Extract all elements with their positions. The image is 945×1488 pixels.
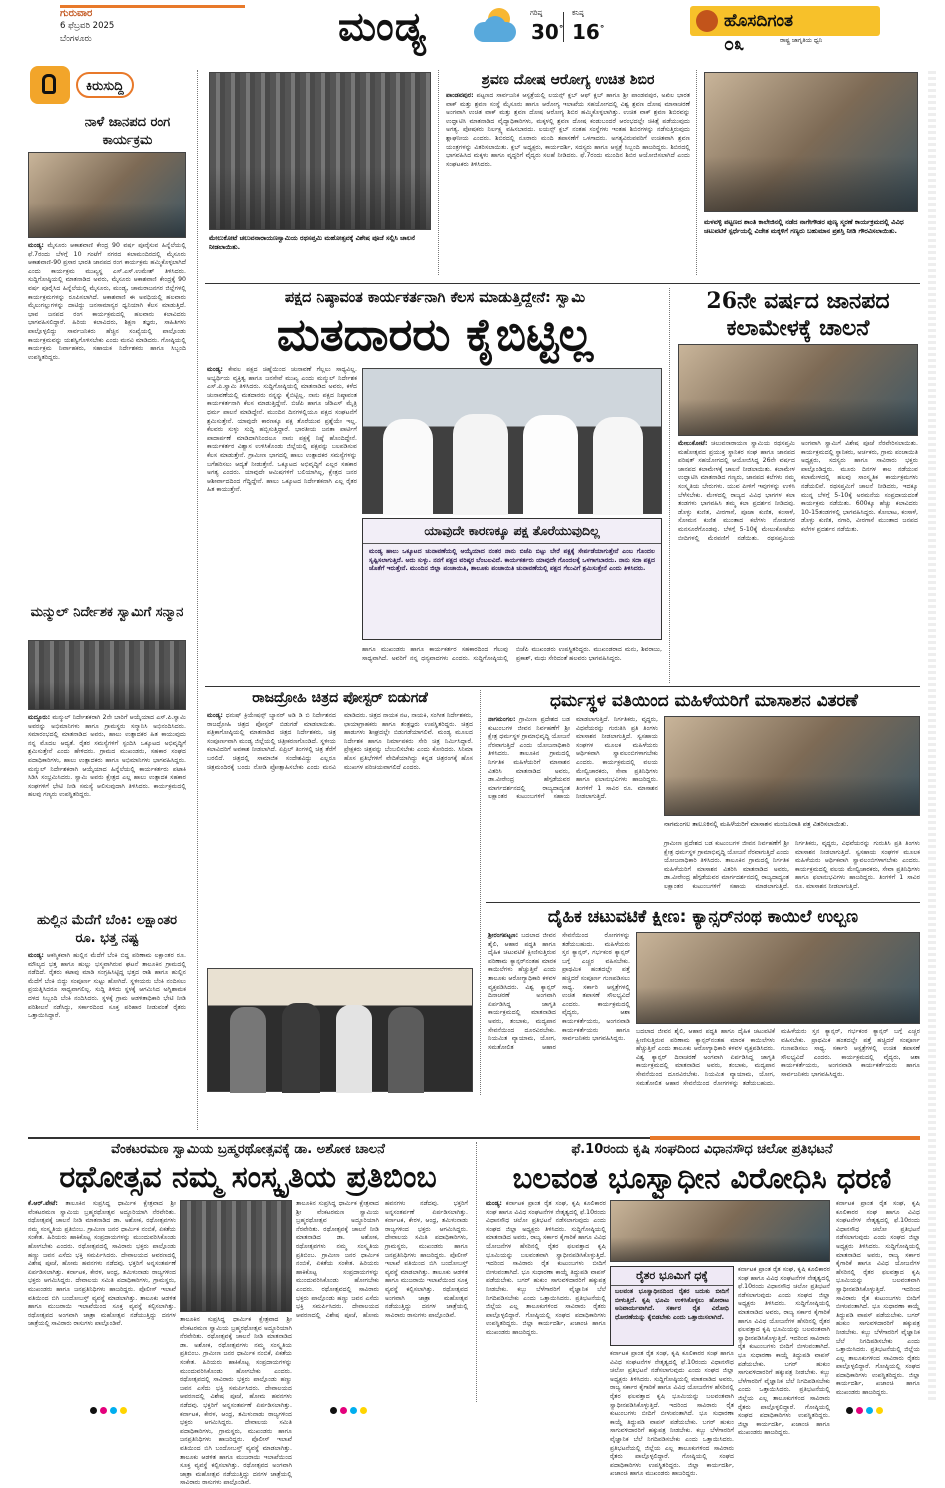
dharmasthala-headline: ಧರ್ಮಸ್ಥಳ ವತಿಯಿಂದ ಮಹಿಳೆಯರಿಗೆ ಮಾಸಾಶನ ವಿತರಣೆ: [550, 691, 858, 711]
cancer-photo: [636, 932, 920, 1024]
rathotsava-headline: ರಥೋತ್ಸವ ನಮ್ಮ ಸಂಸ್ಕೃತಿಯ ಪ್ರತಿಬಿಂಬ: [59, 1160, 437, 1195]
lead-kicker: ಪಕ್ಷದ ನಿಷ್ಠಾವಂತ ಕಾರ್ಯಕರ್ತನಾಗಿ ಕೆಲಸ ಮಾಡುತ್ತಿದ್ದೇನೆ: ಸ್ವಾಮಿ: [284, 290, 586, 306]
temp-max-label: ಗರಿಷ್ಠ: [530, 9, 543, 17]
dharani-headline: ಬಲವಂತ ಭೂಸ್ವಾಧೀನ ವಿರೋಧಿಸಿ ಧರಣಿ: [512, 1161, 892, 1195]
dharmasthala-body: ನಾಗಮಂಗಲ: ಗ್ರಾಮೀಣ ಪ್ರದೇಶದ ಬಡ ಕುಟುಂಬಗಳ ಜೀವನ ನಿರ್ವಹಣೆಗೆ ಶ್ರೀ ಕ್ಷೇತ್ರ ಧರ್ಮಸ್ಥಳ ಗ್ರಾಮಾಭಿವೃದ್ಧಿ ಯೋಜನೆ ನೆರವಾಗುತ್ತಿದೆ ಎಂದು ಯೋಜನಾಧಿಕಾರಿ ತಿಳಿಸಿದರು. ತಾಲೂಕಿನ ಗ್ರಾಮದಲ್ಲಿ ನಿರ್ಗತಿಕ ಮಹಿಳೆಯರಿಗೆ ಮಾಸಾಶನ ವಿತರಿಸಿ ಮಾತನಾಡಿದ ಅವರು, ಡಾ.ವೀರೇಂದ್ರ ಹೆಗ್ಗಡೆಯವರ ಮಾರ್ಗದರ್ಶನದಲ್ಲಿ ರಾಜ್ಯದಾದ್ಯಂತ ಲಕ್ಷಾಂತರ ಕುಟುಂಬಗಳಿಗೆ ಸಹಾಯ ಮಾಡಲಾಗುತ್ತಿದೆ. ನಿರ್ಗತಿಕರು, ವೃದ್ಧರು, ವಿಧವೆಯರನ್ನು ಗುರುತಿಸಿ ಪ್ರತಿ ತಿಂಗಳು ಮಾಸಾಶನ ನೀಡಲಾಗುತ್ತಿದೆ. ಸ್ವಸಹಾಯ ಸಂಘಗಳ ಮೂಲಕ ಮಹಿಳೆಯರು ಆರ್ಥಿಕವಾಗಿ ಸ್ವಾವಲಂಬಿಗಳಾಗಬೇಕು ಎಂದರು. ಕಾರ್ಯಕ್ರಮದಲ್ಲಿ ವಲಯ ಮೇಲ್ವಿಚಾರಕರು, ಸೇವಾ ಪ್ರತಿನಿಧಿಗಳು ಹಾಗೂ ಫಲಾನುಭವಿಗಳು ಹಾಜರಿದ್ದರು. ತಿಂಗಳಿಗೆ 1 ಸಾವಿರ ರೂ. ಮಾಸಾಶನ ನೀಡಲಾಗುತ್ತಿದೆ.: [488, 716, 658, 801]
kirusuddi-headline-1: ನಾಳೆ ಜಾನಪದ ರಂಗ ಕಾರ್ಯಕ್ರಮ: [84, 115, 171, 148]
rule-cancer: [486, 902, 920, 903]
registration-marks-center: [330, 1407, 367, 1414]
dharmasthala-body-cont: ಗ್ರಾಮೀಣ ಪ್ರದೇಶದ ಬಡ ಕುಟುಂಬಗಳ ಜೀವನ ನಿರ್ವಹಣೆಗೆ ಶ್ರೀ ಕ್ಷೇತ್ರ ಧರ್ಮಸ್ಥಳ ಗ್ರಾಮಾಭಿವೃದ್ಧಿ ಯೋಜನೆ ನೆರವಾಗುತ್ತಿದೆ ಎಂದು ಯೋಜನಾಧಿಕಾರಿ ತಿಳಿಸಿದರು. ತಾಲೂಕಿನ ಗ್ರಾಮದಲ್ಲಿ ನಿರ್ಗತಿಕ ಮಹಿಳೆಯರಿಗೆ ಮಾಸಾಶನ ವಿತರಿಸಿ ಮಾತನಾಡಿದ ಅವರು, ಡಾ.ವೀರೇಂದ್ರ ಹೆಗ್ಗಡೆಯವರ ಮಾರ್ಗದರ್ಶನದಲ್ಲಿ ರಾಜ್ಯದಾದ್ಯಂತ ಲಕ್ಷಾಂತರ ಕುಟುಂಬಗಳಿಗೆ ಸಹಾಯ ಮಾಡಲಾಗುತ್ತಿದೆ. ನಿರ್ಗತಿಕರು, ವೃದ್ಧರು, ವಿಧವೆಯರನ್ನು ಗುರುತಿಸಿ ಪ್ರತಿ ತಿಂಗಳು ಮಾಸಾಶನ ನೀಡಲಾಗುತ್ತಿದೆ. ಸ್ವಸಹಾಯ ಸಂಘಗಳ ಮೂಲಕ ಮಹಿಳೆಯರು ಆರ್ಥಿಕವಾಗಿ ಸ್ವಾವಲಂಬಿಗಳಾಗಬೇಕು ಎಂದರು. ಕಾರ್ಯಕ್ರಮದಲ್ಲಿ ವಲಯ ಮೇಲ್ವಿಚಾರಕರು, ಸೇವಾ ಪ್ರತಿನಿಧಿಗಳು ಹಾಗೂ ಫಲಾನುಭವಿಗಳು ಹಾಜರಿದ್ದರು. ತಿಂಗಳಿಗೆ 1 ಸಾವಿರ ರೂ. ಮಾಸಾಶನ ನೀಡಲಾಗುತ್ತಿದೆ.: [664, 840, 920, 890]
kirusuddi-badge: [30, 66, 185, 104]
cancer-body: ಶ್ರೀರಂಗಪಟ್ಟಣ: ಬದಲಾದ ಜೀವನ ಶೈಲಿ, ಆಹಾರ ಪದ್ಧತಿ ಹಾಗೂ ದೈಹಿಕ ಚಟುವಟಿಕೆ ಕ್ಷೀಣಿಸುತ್ತಿರುವ ಪರಿಣಾಮ ಕ್ಯಾನ್ಸರ್‌ನಂತಹ ಮಾರಕ ಕಾಯಿಲೆಗಳು ಹೆಚ್ಚುತ್ತಿವೆ ಎಂದು ತಾಲೂಕು ಆರೋಗ್ಯಾಧಿಕಾರಿ ಕಳವಳ ವ್ಯಕ್ತಪಡಿಸಿದರು. ವಿಶ್ವ ಕ್ಯಾನ್ಸರ್ ದಿನಾಚರಣೆ ಅಂಗವಾಗಿ ಏರ್ಪಡಿಸಿದ್ದ ಜಾಗೃತಿ ಕಾರ್ಯಕ್ರಮದಲ್ಲಿ ಮಾತನಾಡಿದ ಅವರು, ತಂಬಾಕು, ಮದ್ಯಪಾನ ಸೇವನೆಯಿಂದ ದೂರವಿರಬೇಕು. ನಿಯಮಿತ ವ್ಯಾಯಾಮ, ಯೋಗ, ಸಮತೋಲಿತ ಆಹಾರ ಸೇವನೆಯಿಂದ ರೋಗಗಳನ್ನು ತಡೆಯಬಹುದು. ಮಹಿಳೆಯರು ಸ್ತನ ಕ್ಯಾನ್ಸರ್, ಗರ್ಭಕಂಠ ಕ್ಯಾನ್ಸರ್ ಬಗ್ಗೆ ಎಚ್ಚರ ವಹಿಸಬೇಕು. ಪ್ರಾಥಮಿಕ ಹಂತದಲ್ಲೇ ಪತ್ತೆ ಹಚ್ಚಿದರೆ ಸಂಪೂರ್ಣ ಗುಣಪಡಿಸಲು ಸಾಧ್ಯ. ಸರ್ಕಾರಿ ಆಸ್ಪತ್ರೆಗಳಲ್ಲಿ ಉಚಿತ ತಪಾಸಣೆ ಸೌಲಭ್ಯವಿದೆ ಎಂದರು. ಕಾರ್ಯಕ್ರಮದಲ್ಲಿ ವೈದ್ಯರು, ಆಶಾ ಕಾರ್ಯಕರ್ತೆಯರು, ಅಂಗನವಾಡಿ ಕಾರ್ಯಕರ್ತೆಯರು ಹಾಗೂ ಸಾರ್ವಜನಿಕರು ಭಾಗವಹಿಸಿದ್ದರು.: [488, 932, 630, 1051]
kirusuddi-body-1: ಮಂಡ್ಯ: ಮೈಸೂರು ಆಕಾಶವಾಣಿ ಕೇಂದ್ರ 90 ವರ್ಷ ಪೂರೈಸುವ ಹಿನ್ನೆಲೆಯಲ್ಲಿ ಫೆ.7ರಂದು ಬೆಳಗ್ಗೆ 10 ಗಂಟೆಗೆ ನಗರದ ಕಲಾಮಂದಿರದಲ್ಲಿ ಮೈಸೂರು ಆಕಾಶವಾಣಿ-90 ಪ್ರಸಾರ ಭಾರತಿ ಜಾನಪದ ರಂಗ ಕಾರ್ಯಕ್ರಮ ಹಮ್ಮಿಕೊಳ್ಳಲಾಗಿದೆ ಎಂದು ಕಾರ್ಯಕ್ರಮ ಮುಖ್ಯಸ್ಥ ಎಸ್.ಎಸ್.ಉಮೇಶ್ ತಿಳಿಸಿದರು. ಸುದ್ದಿಗೋಷ್ಠಿಯಲ್ಲಿ ಮಾತನಾಡಿದ ಅವರು, ಮೈಸೂರು ಆಕಾಶವಾಣಿ ಕೇಂದ್ರಕ್ಕೆ 90 ವರ್ಷ ಪೂರೈಸಿದ ಹಿನ್ನೆಲೆಯಲ್ಲಿ ಮೈಸೂರು, ಮಂಡ್ಯ, ಚಾಮರಾಜನಗರ ಜಿಲ್ಲೆಗಳಲ್ಲಿ ಕಾರ್ಯಕ್ರಮಗಳನ್ನು ರೂಪಿಸಲಾಗಿದೆ. ಆಕಾಶವಾಣಿ ಈ ಅವಧಿಯಲ್ಲಿ ಹಲವಾರು ಮೈಲುಗಲ್ಲುಗಳನ್ನು ದಾಟಿದ್ದು ಜನಸಾಮಾನ್ಯರ ಧ್ವನಿಯಾಗಿ ಕೆಲಸ ಮಾಡುತ್ತಿದೆ. ಭಾವ ಜನಪದ ರಂಗ ಕಾರ್ಯಕ್ರಮದಲ್ಲಿ ಹಲವಾರು ಕಲಾವಿದರು ಭಾಗವಹಿಸಲಿದ್ದಾರೆ. ಹಿರಿಯ ಕಲಾವಿದರು, ಶಿಕ್ಷಣ ತಜ್ಞರು, ಸಾಹಿತಿಗಳು ಪಾಲ್ಗೊಳ್ಳಲಿದ್ದು ಸಾರ್ವಜನಿಕರು ಹೆಚ್ಚಿನ ಸಂಖ್ಯೆಯಲ್ಲಿ ಪಾಲ್ಗೊಂಡು ಕಾರ್ಯಕ್ರಮವನ್ನು ಯಶಸ್ವಿಗೊಳಿಸಬೇಕು ಎಂದು ಮನವಿ ಮಾಡಿದರು. ಗೋಷ್ಠಿಯಲ್ಲಿ ಕಾರ್ಯಕ್ರಮ ನಿರ್ವಾಹಕರು, ಸಹಾಯಕ ನಿರ್ದೇಶಕರು ಹಾಗೂ ಸಿಬ್ಬಂದಿ ಉಪಸ್ಥಿತರಿದ್ದರು.: [28, 242, 186, 361]
lead-headline: ಮತದಾರರು ಕೈಬಿಟ್ಟಿಲ್ಲ: [276, 308, 594, 361]
edition-title: ಮಂಡ್ಯ: [338, 3, 427, 50]
masthead: [0, 0, 945, 62]
lead-body-right: ಹಾಗೂ ಮುಖಂಡರು ಹಾಗೂ ಕಾರ್ಯಕರ್ತರ ಸಹಕಾರದಿಂದ ಗೆಲುವು ಸಾಧ್ಯವಾಗಿದೆ. ಅವರಿಗೆ ನನ್ನ ಧನ್ಯವಾದಗಳು ಎಂದರು. ಸುದ್ದಿಗೋಷ್ಠಿಯಲ್ಲಿ ಬಿಜೆಪಿ ಮುಖಂಡರು ಉಪಸ್ಥಿತರಿದ್ದರು. ಮುಖಂಡರಾದ ಮನು, ಶಿವರಾಜು, ಪ್ರಕಾಶ್, ಮಧು ಸೇರಿದಂತೆ ಹಲವರು ಭಾಗವಹಿಸಿದ್ದರು.: [362, 646, 662, 662]
page-number: ೦೩: [724, 34, 745, 55]
janapada-photo: [678, 344, 918, 436]
dharani-body-under: ಕರ್ನಾಟಕ ಪ್ರಾಂತ ರೈತ ಸಂಘ, ಕೃಷಿ ಕೂಲಿಕಾರರ ಸಂಘ ಹಾಗೂ ವಿವಿಧ ಸಂಘಟನೆಗಳ ನೇತೃತ್ವದಲ್ಲಿ ಫೆ.10ರಂದು ವಿಧಾನಸೌಧ ಚಲೋ ಪ್ರತಿಭಟನೆ ನಡೆಸಲಾಗುವುದು ಎಂದು ಸಂಘದ ಜಿಲ್ಲಾ ಅಧ್ಯಕ್ಷರು ತಿಳಿಸಿದರು. ಸುದ್ದಿಗೋಷ್ಠಿಯಲ್ಲಿ ಮಾತನಾಡಿದ ಅವರು, ರಾಜ್ಯ ಸರ್ಕಾರ ಕೈಗಾರಿಕೆ ಹಾಗೂ ವಿವಿಧ ಯೋಜನೆಗಳ ಹೆಸರಿನಲ್ಲಿ ರೈತರ ಫಲವತ್ತಾದ ಕೃಷಿ ಭೂಮಿಯನ್ನು ಬಲವಂತವಾಗಿ ಸ್ವಾಧೀನಪಡಿಸಿಕೊಳ್ಳುತ್ತಿದೆ. ಇದರಿಂದ ಸಾವಿರಾರು ರೈತ ಕುಟುಂಬಗಳು ಬೀದಿಗೆ ಬೀಳುವಂತಾಗಿದೆ. ಭೂ ಸುಧಾರಣಾ ಕಾಯ್ದೆ ತಿದ್ದುಪಡಿ ವಾಪಸ್ ಪಡೆಯಬೇಕು. ಬಗರ್ ಹುಕುಂ ಸಾಗುವಳಿದಾರರಿಗೆ ಹಕ್ಕುಪತ್ರ ನೀಡಬೇಕು. ಕಬ್ಬು ಬೆಳೆಗಾರರಿಗೆ ವೈಜ್ಞಾನಿಕ ಬೆಲೆ ನಿಗದಿಪಡಿಸಬೇಕು ಎಂದು ಒತ್ತಾಯಿಸಿದರು. ಪ್ರತಿಭಟನೆಯಲ್ಲಿ ಜಿಲ್ಲೆಯ ಎಲ್ಲ ತಾಲೂಕುಗಳಿಂದ ಸಾವಿರಾರು ರೈತರು ಪಾಲ್ಗೊಳ್ಳಲಿದ್ದಾರೆ. ಗೋಷ್ಠಿಯಲ್ಲಿ ಸಂಘದ ಪದಾಧಿಕಾರಿಗಳು ಉಪಸ್ಥಿತರಿದ್ದರು. ಜಿಲ್ಲಾ ಕಾರ್ಯದರ್ಶಿ, ಖಜಾಂಚಿ ಹಾಗೂ ಮುಖಂಡರು ಹಾಜರಿದ್ದರು.: [610, 1350, 734, 1478]
shravana-body: ಪಾಂಡವಪುರ: ಪಟ್ಟಣದ ಸಾರ್ವಜನಿಕ ಆಸ್ಪತ್ರೆಯಲ್ಲಿ ಲಯನ್ಸ್ ಕ್ಲಬ್ ಆಫ್ ಕ್ಲಬ್ ಹಾಗೂ ಶ್ರೀ ಪಾಂಡವಪುರ, ಅಖಿಲ ಭಾರತ ವಾಕ್ ಮತ್ತು ಶ್ರವಣ ಸಂಸ್ಥೆ ಮೈಸೂರು ಹಾಗೂ ಆರೋಗ್ಯ ಇಲಾಖೆಯ ಸಹಯೋಗದಲ್ಲಿ ವಿಶ್ವ ಶ್ರವಣ ದೋಷ ಮಾಸಾಚರಣೆ ಅಂಗವಾಗಿ ಉಚಿತ ವಾಕ್ ಮತ್ತು ಶ್ರವಣ ದೋಷ ಆರೋಗ್ಯ ಶಿಬಿರ ಹಮ್ಮಿಕೊಳ್ಳಲಾಗಿತ್ತು. ಉಚಿತ ವಾಕ್ ಶ್ರವಣ ಶಿಬಿರವನ್ನು ಉದ್ಘಾಟಿಸಿ ಮಾತನಾಡಿದ ವೈದ್ಯಾಧಿಕಾರಿಗಳು, ಮಕ್ಕಳಲ್ಲಿ ಶ್ರವಣ ದೋಷ ಕಂಡುಬಂದರೆ ಆರಂಭದಲ್ಲೇ ಚಿಕಿತ್ಸೆ ಪಡೆಯುವುದು ಅಗತ್ಯ. ಪೋಷಕರು ನಿರ್ಲಕ್ಷ್ಯ ವಹಿಸಬಾರದು. ಲಯನ್ಸ್ ಕ್ಲಬ್ ನಂತಹ ಸಂಸ್ಥೆಗಳು ಇಂತಹ ಶಿಬಿರಗಳನ್ನು ನಡೆಸುತ್ತಿರುವುದು ಶ್ಲಾಘನೀಯ ಎಂದರು. ಶಿಬಿರದಲ್ಲಿ ನೂರಾರು ಮಂದಿ ತಪಾಸಣೆಗೆ ಒಳಗಾದರು. ಅಗತ್ಯವಿರುವವರಿಗೆ ಉಚಿತವಾಗಿ ಶ್ರವಣ ಯಂತ್ರಗಳನ್ನು ವಿತರಿಸಲಾಯಿತು. ಕ್ಲಬ್ ಅಧ್ಯಕ್ಷರು, ಕಾರ್ಯದರ್ಶಿ, ಸದಸ್ಯರು ಹಾಗೂ ಆಸ್ಪತ್ರೆ ಸಿಬ್ಬಂದಿ ಹಾಜರಿದ್ದರು. ಶಿಬಿರದಲ್ಲಿ ಭಾಗವಹಿಸಿದ ಮಕ್ಕಳು ಹಾಗೂ ವೃದ್ಧರಿಗೆ ವೈದ್ಯರು ಸಲಹೆ ನೀಡಿದರು. ಫೆ.7ರಂದು ಮುಂದಿನ ಶಿಬಿರ ಆಯೋಜಿಸಲಾಗಿದೆ ಎಂದು ಸಂಘಟಕರು ತಿಳಿಸಿದರು.: [446, 92, 690, 168]
dharani-body-mid: ಕರ್ನಾಟಕ ಪ್ರಾಂತ ರೈತ ಸಂಘ, ಕೃಷಿ ಕೂಲಿಕಾರರ ಸಂಘ ಹಾಗೂ ವಿವಿಧ ಸಂಘಟನೆಗಳ ನೇತೃತ್ವದಲ್ಲಿ ಫೆ.10ರಂದು ವಿಧಾನಸೌಧ ಚಲೋ ಪ್ರತಿಭಟನೆ ನಡೆಸಲಾಗುವುದು ಎಂದು ಸಂಘದ ಜಿಲ್ಲಾ ಅಧ್ಯಕ್ಷರು ತಿಳಿಸಿದರು. ಸುದ್ದಿಗೋಷ್ಠಿಯಲ್ಲಿ ಮಾತನಾಡಿದ ಅವರು, ರಾಜ್ಯ ಸರ್ಕಾರ ಕೈಗಾರಿಕೆ ಹಾಗೂ ವಿವಿಧ ಯೋಜನೆಗಳ ಹೆಸರಿನಲ್ಲಿ ರೈತರ ಫಲವತ್ತಾದ ಕೃಷಿ ಭೂಮಿಯನ್ನು ಬಲವಂತವಾಗಿ ಸ್ವಾಧೀನಪಡಿಸಿಕೊಳ್ಳುತ್ತಿದೆ. ಇದರಿಂದ ಸಾವಿರಾರು ರೈತ ಕುಟುಂಬಗಳು ಬೀದಿಗೆ ಬೀಳುವಂತಾಗಿದೆ. ಭೂ ಸುಧಾರಣಾ ಕಾಯ್ದೆ ತಿದ್ದುಪಡಿ ವಾಪಸ್ ಪಡೆಯಬೇಕು. ಬಗರ್ ಹುಕುಂ ಸಾಗುವಳಿದಾರರಿಗೆ ಹಕ್ಕುಪತ್ರ ನೀಡಬೇಕು. ಕಬ್ಬು ಬೆಳೆಗಾರರಿಗೆ ವೈಜ್ಞಾನಿಕ ಬೆಲೆ ನಿಗದಿಪಡಿಸಬೇಕು ಎಂದು ಒತ್ತಾಯಿಸಿದರು. ಪ್ರತಿಭಟನೆಯಲ್ಲಿ ಜಿಲ್ಲೆಯ ಎಲ್ಲ ತಾಲೂಕುಗಳಿಂದ ಸಾವಿರಾರು ರೈತರು ಪಾಲ್ಗೊಳ್ಳಲಿದ್ದಾರೆ. ಗೋಷ್ಠಿಯಲ್ಲಿ ಸಂಘದ ಪದಾಧಿಕಾರಿಗಳು ಉಪಸ್ಥಿತರಿದ್ದರು. ಜಿಲ್ಲಾ ಕಾರ್ಯದರ್ಶಿ, ಖಜಾಂಚಿ ಹಾಗೂ ಮುಖಂಡರು ಹಾಜರಿದ್ದರು.: [738, 1266, 830, 1437]
kirusuddi-body-2: ಮದ್ದೂರು: ಮನ್ಮುಲ್ ನಿರ್ದೇಶಕರಾಗಿ 2ನೇ ಬಾರಿಗೆ ಆಯ್ಕೆಯಾದ ಎಸ್.ಪಿ.ಸ್ವಾಮಿ ಅವರನ್ನು ಅಭಿಮಾನಿಗಳು ಹಾಗೂ ಗ್ರಾಮಸ್ಥರು ಸನ್ಮಾನಿಸಿ ಅಭಿನಂದಿಸಿದರು. ಸಮಾರಂಭದಲ್ಲಿ ಮಾತನಾಡಿದ ಅವರು, ಹಾಲು ಉತ್ಪಾದಕರ ಹಿತ ಕಾಯುವುದು ನನ್ನ ಮೊದಲ ಆದ್ಯತೆ. ರೈತರ ಸಮಸ್ಯೆಗಳಿಗೆ ಸ್ಪಂದಿಸಿ ಒಕ್ಕೂಟದ ಅಭಿವೃದ್ಧಿಗೆ ಶ್ರಮಿಸುತ್ತೇನೆ ಎಂದು ಹೇಳಿದರು. ಗ್ರಾಮದ ಮುಖಂಡರು, ಸಹಕಾರ ಸಂಘದ ಪದಾಧಿಕಾರಿಗಳು, ಹಾಲು ಉತ್ಪಾದಕರು ಹಾಗೂ ಅಭಿಮಾನಿಗಳು ಭಾಗವಹಿಸಿದ್ದರು. ಮನ್ಮುಲ್ ನಿರ್ದೇಶಕರಾಗಿ ಆಯ್ಕೆಯಾದ ಹಿನ್ನೆಲೆಯಲ್ಲಿ ಕಾರ್ಯಕರ್ತರು ಪಟಾಕಿ ಸಿಡಿಸಿ ಸಂಭ್ರಮಿಸಿದರು. ಸ್ವಾಮಿ ಅವರು ಕ್ಷೇತ್ರದ ಎಲ್ಲ ಹಾಲು ಉತ್ಪಾದಕ ಸಹಕಾರ ಸಂಘಗಳಿಗೆ ಭೇಟಿ ನೀಡಿ ಸಮಸ್ಯೆ ಆಲಿಸುವುದಾಗಿ ತಿಳಿಸಿದರು. ಕಾರ್ಯಕ್ರಮದಲ್ಲಿ ಹಲವು ಗಣ್ಯರು ಉಪಸ್ಥಿತರಿದ್ದರು.: [28, 714, 187, 799]
lead-quote-box: [362, 518, 662, 640]
rule-row1: [205, 283, 920, 284]
paper-name: ಹೊಸದಿಗಂತ: [724, 11, 794, 31]
dharmasthala-caption: ನಾಗಮಂಗಲ ತಾಲೂಕಿನಲ್ಲಿ ಮಹಿಳೆಯರಿಗೆ ಮಾಸಾಶನ ಮಂಜೂರಾತಿ ಪತ್ರ ವಿತರಿಸಲಾಯಿತು.: [664, 820, 849, 828]
rathotsava-photo: [180, 1200, 292, 1312]
poster-photo: [207, 968, 473, 1092]
right-edge-band: [928, 70, 936, 1400]
registration-marks-left: [90, 1407, 127, 1414]
temp-min-label: ಕನಿಷ್ಠ: [572, 9, 584, 17]
lead-photo: [362, 368, 662, 514]
temp-divider: [563, 12, 564, 42]
bottom-orange-accent: [650, 1136, 920, 1140]
dharani-body-left: ಮಂಡ್ಯ: ಕರ್ನಾಟಕ ಪ್ರಾಂತ ರೈತ ಸಂಘ, ಕೃಷಿ ಕೂಲಿಕಾರರ ಸಂಘ ಹಾಗೂ ವಿವಿಧ ಸಂಘಟನೆಗಳ ನೇತೃತ್ವದಲ್ಲಿ ಫೆ.10ರಂದು ವಿಧಾನಸೌಧ ಚಲೋ ಪ್ರತಿಭಟನೆ ನಡೆಸಲಾಗುವುದು ಎಂದು ಸಂಘದ ಜಿಲ್ಲಾ ಅಧ್ಯಕ್ಷರು ತಿಳಿಸಿದರು. ಸುದ್ದಿಗೋಷ್ಠಿಯಲ್ಲಿ ಮಾತನಾಡಿದ ಅವರು, ರಾಜ್ಯ ಸರ್ಕಾರ ಕೈಗಾರಿಕೆ ಹಾಗೂ ವಿವಿಧ ಯೋಜನೆಗಳ ಹೆಸರಿನಲ್ಲಿ ರೈತರ ಫಲವತ್ತಾದ ಕೃಷಿ ಭೂಮಿಯನ್ನು ಬಲವಂತವಾಗಿ ಸ್ವಾಧೀನಪಡಿಸಿಕೊಳ್ಳುತ್ತಿದೆ. ಇದರಿಂದ ಸಾವಿರಾರು ರೈತ ಕುಟುಂಬಗಳು ಬೀದಿಗೆ ಬೀಳುವಂತಾಗಿದೆ. ಭೂ ಸುಧಾರಣಾ ಕಾಯ್ದೆ ತಿದ್ದುಪಡಿ ವಾಪಸ್ ಪಡೆಯಬೇಕು. ಬಗರ್ ಹುಕುಂ ಸಾಗುವಳಿದಾರರಿಗೆ ಹಕ್ಕುಪತ್ರ ನೀಡಬೇಕು. ಕಬ್ಬು ಬೆಳೆಗಾರರಿಗೆ ವೈಜ್ಞಾನಿಕ ಬೆಲೆ ನಿಗದಿಪಡಿಸಬೇಕು ಎಂದು ಒತ್ತಾಯಿಸಿದರು. ಪ್ರತಿಭಟನೆಯಲ್ಲಿ ಜಿಲ್ಲೆಯ ಎಲ್ಲ ತಾಲೂಕುಗಳಿಂದ ಸಾವಿರಾರು ರೈತರು ಪಾಲ್ಗೊಳ್ಳಲಿದ್ದಾರೆ. ಗೋಷ್ಠಿಯಲ್ಲಿ ಸಂಘದ ಪದಾಧಿಕಾರಿಗಳು ಉಪಸ್ಥಿತರಿದ್ದರು. ಜಿಲ್ಲಾ ಕಾರ್ಯದರ್ಶಿ, ಖಜಾಂಚಿ ಹಾಗೂ ಮುಖಂಡರು ಹಾಜರಿದ್ದರು.: [486, 1200, 606, 1336]
lead-quote-body: ಮಂಡ್ಯ ಹಾಲು ಒಕ್ಕೂಟದ ಚುನಾವಣೆಯಲ್ಲಿ ಆಯ್ಕೆಯಾದ ನಂತರ ನಾನು ಬಿಜೆಪಿ ಬಿಟ್ಟು ಬೇರೆ ಪಕ್ಷಕ್ಕೆ ಸೇರ್ಪಡೆಯಾಗುತ್ತೇನೆ ಎಂಬ ಗೊಂದಲ ಸೃಷ್ಟಿಸಲಾಗುತ್ತಿದೆ. ಅದು ಸುಳ್ಳು. ನನಗೆ ಪಕ್ಷದ ವರಿಷ್ಠರ ಬೆಂಬಲವಿದೆ. ಕಾರ್ಯಕರ್ತರು ಯಾವುದೇ ಗೊಂದಲಕ್ಕೆ ಒಳಗಾಗಬಾರದು. ನಾನು ಸದಾ ಪಕ್ಷದ ಜೊತೆಗೆ ಇರುತ್ತೇನೆ. ಮುಂದಿನ ಜಿಲ್ಲಾ ಪಂಚಾಯಿತಿ, ತಾಲೂಕು ಪಂಚಾಯಿತಿ ಚುನಾವಣೆಯಲ್ಲಿ ಪಕ್ಷದ ಗೆಲುವಿಗೆ ಶ್ರಮಿಸುತ್ತೇನೆ ಎಂದು ತಿಳಿಸಿದರು.: [369, 548, 655, 573]
poster-body: ಮಂಡ್ಯ: ಧನುಷ್ ಕ್ರಿಯೇಷನ್ಸ್ ಬ್ಯಾನರ್ ಅಡಿ ಡಿ ಬಿ ನಿರ್ದೇಶನದ ರಾಜದ್ರೋಹಿ ಚಿತ್ರದ ಪೋಸ್ಟರ್ ಬಿಡುಗಡೆ ಮಾಡಲಾಯಿತು. ಪತ್ರಿಕಾಗೋಷ್ಠಿಯಲ್ಲಿ ಮಾತನಾಡಿದ ಚಿತ್ರದ ನಿರ್ದೇಶಕರು, ಚಿತ್ರ ಸಂಪೂರ್ಣವಾಗಿ ಮಂಡ್ಯ ಜಿಲ್ಲೆಯಲ್ಲಿ ಚಿತ್ರೀಕರಣಗೊಂಡಿದೆ. ಸ್ಥಳೀಯ ಕಲಾವಿದರಿಗೆ ಅವಕಾಶ ನೀಡಲಾಗಿದೆ. ಏಪ್ರಿಲ್ ತಿಂಗಳಲ್ಲಿ ಚಿತ್ರ ತೆರೆಗೆ ಬರಲಿದೆ. ಚಿತ್ರದಲ್ಲಿ ಸಾಮಾಜಿಕ ಸಂದೇಶವಿದ್ದು ಎಲ್ಲರೂ ಚಿತ್ರಮಂದಿರಕ್ಕೆ ಬಂದು ನೋಡಿ ಪ್ರೋತ್ಸಾಹಿಸಬೇಕು ಎಂದು ಮನವಿ ಮಾಡಿದರು. ಚಿತ್ರದ ನಾಯಕ ನಟ, ನಾಯಕಿ, ಸಂಗೀತ ನಿರ್ದೇಶಕರು, ಛಾಯಾಗ್ರಾಹಕರು ಹಾಗೂ ತಂತ್ರಜ್ಞರು ಉಪಸ್ಥಿತರಿದ್ದರು. ಚಿತ್ರದ ಹಾಡುಗಳು ಶೀಘ್ರದಲ್ಲೇ ಬಿಡುಗಡೆಯಾಗಲಿವೆ. ಮಂಡ್ಯ ಮೂಲದ ನಿರ್ದೇಶಕ ಹಾಗೂ ನಿರ್ಮಾಪಕರು ಸೇರಿ ಚಿತ್ರ ನಿರ್ಮಿಸಿದ್ದಾರೆ. ಪ್ರೇಕ್ಷಕರು ಚಿತ್ರವನ್ನು ಬೆಂಬಲಿಸಬೇಕು ಎಂದು ಕೋರಿದರು. ಸಿನಿಮಾ ಹೊಸ ಪ್ರತಿಭೆಗಳಿಗೆ ವೇದಿಕೆಯಾಗಿದ್ದು ಕನ್ನಡ ಚಿತ್ರರಂಗಕ್ಕೆ ಹೊಸ ಮುಖಗಳ ಪರಿಚಯವಾಗಲಿದೆ ಎಂದರು.: [207, 712, 473, 771]
kirusuddi-photo-1: [28, 152, 186, 238]
dharani-box-title: ರೈತರ ಭೂಮಿಗೆ ಧಕ್ಕೆ: [611, 1267, 733, 1286]
top-right-photo: [704, 72, 918, 212]
top-left-caption: ಮೇಲುಕೋಟೆ ಚಲುವನಾರಾಯಣಸ್ವಾಮಿಯ ರಥಸಪ್ತಮಿ ಮಹೋತ್ಸವಕ್ಕೆ ವಿಶೇಷ ಪೂಜೆ ಸಲ್ಲಿಸಿ ಚಾಲನೆ ನೀಡಲಾಯಿತು.: [209, 234, 415, 251]
kirusuddi-label: ಕಿರುಸುದ್ದಿ: [76, 72, 134, 98]
lead-quote-title: ಯಾವುದೇ ಕಾರಣಕ್ಕೂ ಪಕ್ಷ ತೊರೆಯುವುದಿಲ್ಲ: [363, 519, 661, 544]
temp-max: 30°: [531, 20, 564, 44]
kirusuddi-photo-2: [28, 640, 186, 710]
paper-tagline: ರಾಷ್ಟ್ರ ಜಾಗೃತಿಯ ಧ್ವನಿ: [780, 37, 823, 44]
janapada-headline: 26ನೇ ವರ್ಷದ ಜಾನಪದ ಕಲಾಮೇಳಕ್ಕೆ ಚಾಲನೆ: [706, 288, 890, 341]
masthead-date: 6 ಫೆಬ್ರವರಿ 2025: [60, 21, 115, 31]
dharmasthala-photo: [664, 716, 920, 816]
lamp-icon: [696, 10, 718, 32]
janapada-body: ಮೇಲುಕೋಟೆ: ಚಲುವನಾರಾಯಣ ಸ್ವಾಮಿಯ ರಥಸಪ್ತಮಿ ಮಹೋತ್ಸವದ ಪ್ರಯುಕ್ತ ಸ್ಥಾನಿಕರ ಸಂಘ ಹಾಗೂ ಜಾನಪದ ಪರಿಷತ್ ಸಹಯೋಗದಲ್ಲಿ ಆಯೋಜಿಸಿದ್ದ 26ನೇ ವರ್ಷದ ಜಾನಪದ ಕಲಾಮೇಳಕ್ಕೆ ಚಾಲನೆ ನೀಡಲಾಯಿತು. ಕಲಾಮೇಳ ಉದ್ಘಾಟಿಸಿ ಮಾತನಾಡಿದ ಗಣ್ಯರು, ಜಾನಪದ ಕಲೆಗಳು ನಮ್ಮ ಸಂಸ್ಕೃತಿಯ ಬೇರುಗಳು. ಯುವ ಪೀಳಿಗೆ ಇವುಗಳನ್ನು ಉಳಿಸಿ ಬೆಳೆಸಬೇಕು. ಮೇಳದಲ್ಲಿ ರಾಜ್ಯದ ವಿವಿಧ ಭಾಗಗಳ ಕಲಾ ತಂಡಗಳು ಭಾಗವಹಿಸಿ ತಮ್ಮ ಕಲಾ ಪ್ರದರ್ಶನ ನೀಡಿದವು. ಡೊಳ್ಳು ಕುಣಿತ, ವೀರಗಾಸೆ, ಪೂಜಾ ಕುಣಿತ, ಕಂಸಾಳೆ, ಸೋಮನ ಕುಣಿತ ಮುಂತಾದ ಕಲೆಗಳು ನೋಡುಗರ ಮನಸೂರೆಗೊಂಡವು. ಬೆಳಗ್ಗೆ 5-10ಕ್ಕೆ ಮೇಲುಕೋಟೆಯ ಬೀದಿಗಳಲ್ಲಿ ಮೆರವಣಿಗೆ ನಡೆಯಿತು. ರಥಸಪ್ತಮಿಯ ಅಂಗವಾಗಿ ಸ್ವಾಮಿಗೆ ವಿಶೇಷ ಪೂಜೆ ನೆರವೇರಿಸಲಾಯಿತು. ಕಾರ್ಯಕ್ರಮದಲ್ಲಿ ಸ್ಥಾನಿಕರು, ಅರ್ಚಕರು, ಗ್ರಾಮ ಪಂಚಾಯಿತಿ ಅಧ್ಯಕ್ಷರು, ಸದಸ್ಯರು ಹಾಗೂ ಸಾವಿರಾರು ಭಕ್ತರು ಪಾಲ್ಗೊಂಡಿದ್ದರು. ಮೂರು ದಿನಗಳ ಕಾಲ ನಡೆಯುವ ಕಲಾಮೇಳದಲ್ಲಿ ಹಲವು ಸಾಂಸ್ಕೃತಿಕ ಕಾರ್ಯಕ್ರಮಗಳು ನಡೆಯಲಿವೆ. ರಥಸಪ್ತಮಿಗೆ ಚಾಲನೆ ನೀಡಿದರು, ಇದಕ್ಕೂ ಮುನ್ನ ಬೆಳಗ್ಗೆ 5-10ಕ್ಕೆ ಅರಮನೆಯ ಸಂಪ್ರದಾಯದಂತೆ ಕಾರ್ಯಕ್ರಮ ನಡೆಯಿತು. 600ಕ್ಕೂ ಹೆಚ್ಚು ಕಲಾವಿದರು 10-15ತಂಡಗಳಲ್ಲಿ ಭಾಗವಹಿಸಿದ್ದರು. ಕೋಲಾಟ, ಕಂಸಾಳೆ, ಡೊಳ್ಳು ಕುಣಿತ, ನಗಾರಿ, ವೀರಗಾಸೆ ಮುಂತಾದ ಜನಪದ ಕಲೆಗಳ ಪ್ರದರ್ಶನ ನಡೆಯಿತು.: [678, 440, 918, 542]
column-divider-top-2: [696, 70, 697, 275]
masthead-day: ಗುರುವಾರ: [60, 8, 93, 19]
column-divider-top-1: [438, 70, 439, 275]
column-divider-lower: [480, 690, 481, 1095]
dharani-box: [610, 1266, 734, 1346]
shravana-headline: ಶ್ರವಣ ದೋಷ ಆರೋಗ್ಯ ಉಚಿತ ಶಿಬಿರ: [481, 72, 655, 88]
column-divider-mid: [669, 288, 670, 683]
rathotsava-body-right: ತಾಲೂಕಿನ ಸುಪ್ರಸಿದ್ಧ ಧಾರ್ಮಿಕ ಕ್ಷೇತ್ರವಾದ ಶ್ರೀ ವೆಂಕಟರಮಣ ಸ್ವಾಮಿಯ ಬ್ರಹ್ಮರಥೋತ್ಸವ ಅದ್ಧೂರಿಯಾಗಿ ನೆರವೇರಿತು. ರಥೋತ್ಸವಕ್ಕೆ ಚಾಲನೆ ನೀಡಿ ಮಾತನಾಡಿದ ಡಾ. ಅಶೋಕ, ರಥೋತ್ಸವಗಳು ನಮ್ಮ ಸಂಸ್ಕೃತಿಯ ಪ್ರತಿಬಿಂಬ. ಗ್ರಾಮೀಣ ಜನರ ಧಾರ್ಮಿಕ ನಂಬಿಕೆ, ಏಕತೆಯ ಸಂಕೇತ. ಹಿರಿಯರು ಹಾಕಿಕೊಟ್ಟ ಸಂಪ್ರದಾಯಗಳನ್ನು ಮುಂದುವರಿಸಿಕೊಂಡು ಹೋಗಬೇಕು ಎಂದರು. ರಥೋತ್ಸವದಲ್ಲಿ ಸಾವಿರಾರು ಭಕ್ತರು ಪಾಲ್ಗೊಂಡು ಹಣ್ಣು ಜವನ ಎಸೆದು ಭಕ್ತಿ ಸಮರ್ಪಿಸಿದರು. ದೇವಾಲಯದ ಆವರಣದಲ್ಲಿ ವಿಶೇಷ ಪೂಜೆ, ಹೋಮ ಹವನಗಳು ನಡೆದವು. ಭಕ್ತರಿಗೆ ಅನ್ನಸಂತರ್ಪಣೆ ಏರ್ಪಡಿಸಲಾಗಿತ್ತು. ಕರ್ನಾಟಕ, ಕೇರಳ, ಆಂಧ್ರ, ತಮಿಳುನಾಡು ರಾಜ್ಯಗಳಿಂದ ಭಕ್ತರು ಆಗಮಿಸಿದ್ದರು. ದೇವಾಲಯ ಸಮಿತಿ ಪದಾಧಿಕಾರಿಗಳು, ಗ್ರಾಮಸ್ಥರು, ಮುಖಂಡರು ಹಾಗೂ ಜನಪ್ರತಿನಿಧಿಗಳು ಹಾಜರಿದ್ದರು. ಪೊಲೀಸ್ ಇಲಾಖೆ ವತಿಯಿಂದ ಬಿಗಿ ಬಂದೋಬಸ್ತ್ ವ್ಯವಸ್ಥೆ ಮಾಡಲಾಗಿತ್ತು. ತಾಲೂಕು ಆಡಳಿತ ಹಾಗೂ ಮುಜರಾಯಿ ಇಲಾಖೆಯಿಂದ ಸೂಕ್ತ ವ್ಯವಸ್ಥೆ ಕಲ್ಪಿಸಲಾಗಿತ್ತು. ರಥೋತ್ಸವದ ಅಂಗವಾಗಿ ಜಾತ್ರಾ ಮಹೋತ್ಸವ ನಡೆಯುತ್ತಿದ್ದು ದನಗಳ ಜಾತ್ರೆಯಲ್ಲಿ ಸಾವಿರಾರು ರಾಸುಗಳು ಪಾಲ್ಗೊಂಡಿವೆ.: [296, 1200, 468, 1319]
masthead-city: ಬೆಂಗಳೂರು: [60, 34, 92, 44]
kirusuddi-headline-3: ಹುಲ್ಲಿನ ಮೆದೆಗೆ ಬೆಂಕಿ: ಲಕ್ಷಾಂತರ ರೂ. ಭತ್ತ ನಷ್ಟ: [37, 913, 177, 946]
top-right-caption: ಮಳವಳ್ಳಿ ಪಟ್ಟಣದ ಶಾಂತಿ ಕಾಲೇಜಿನಲ್ಲಿ ನಡೆದ ನಾಗೇಗೌಡರ ಪುಣ್ಯ ಸ್ಮರಣೆ ಕಾರ್ಯಕ್ರಮದಲ್ಲಿ ವಿವಿಧ ಚಟುವಟಿಕೆ ಸ್ಪರ್ಧೆಯಲ್ಲಿ ವಿಜೇತ ಮಕ್ಕಳಿಗೆ ಗಣ್ಯರು ಬಹುಮಾನ ಪ್ರಶಸ್ತಿ ನೀಡಿ ಗೌರವಿಸಲಾಯಿತು.: [704, 218, 904, 235]
column-divider-bottom: [476, 1142, 477, 1402]
cancer-headline: ದೈಹಿಕ ಚಟುವಟಿಕೆ ಕ್ಷೀಣ: ಕ್ಯಾನ್ಸರ್‌ನಂಥ ಕಾಯಿಲೆ ಉಲ್ಬಣ: [547, 907, 859, 927]
poster-headline: ರಾಜದ್ರೋಹಿ ಚಿತ್ರದ ಪೋಸ್ಟರ್ ಬಿಡುಗಡೆ: [252, 690, 428, 706]
masthead-date-box: [60, 8, 200, 52]
dharani-photo: [610, 1200, 830, 1262]
column-divider-left: [197, 70, 198, 1130]
top-left-photo: [209, 72, 431, 230]
weather-icon: [474, 8, 520, 46]
dharani-kicker: ಫೆ.10ರಂದು ಕೃಷಿ ಸಂಘದಿಂದ ವಿಧಾನಸೌಧ ಚಲೋ ಪ್ರತಿಭಟನೆ: [571, 1142, 833, 1157]
rathotsava-body-under: ತಾಲೂಕಿನ ಸುಪ್ರಸಿದ್ಧ ಧಾರ್ಮಿಕ ಕ್ಷೇತ್ರವಾದ ಶ್ರೀ ವೆಂಕಟರಮಣ ಸ್ವಾಮಿಯ ಬ್ರಹ್ಮರಥೋತ್ಸವ ಅದ್ಧೂರಿಯಾಗಿ ನೆರವೇರಿತು. ರಥೋತ್ಸವಕ್ಕೆ ಚಾಲನೆ ನೀಡಿ ಮಾತನಾಡಿದ ಡಾ. ಅಶೋಕ, ರಥೋತ್ಸವಗಳು ನಮ್ಮ ಸಂಸ್ಕೃತಿಯ ಪ್ರತಿಬಿಂಬ. ಗ್ರಾಮೀಣ ಜನರ ಧಾರ್ಮಿಕ ನಂಬಿಕೆ, ಏಕತೆಯ ಸಂಕೇತ. ಹಿರಿಯರು ಹಾಕಿಕೊಟ್ಟ ಸಂಪ್ರದಾಯಗಳನ್ನು ಮುಂದುವರಿಸಿಕೊಂಡು ಹೋಗಬೇಕು ಎಂದರು. ರಥೋತ್ಸವದಲ್ಲಿ ಸಾವಿರಾರು ಭಕ್ತರು ಪಾಲ್ಗೊಂಡು ಹಣ್ಣು ಜವನ ಎಸೆದು ಭಕ್ತಿ ಸಮರ್ಪಿಸಿದರು. ದೇವಾಲಯದ ಆವರಣದಲ್ಲಿ ವಿಶೇಷ ಪೂಜೆ, ಹೋಮ ಹವನಗಳು ನಡೆದವು. ಭಕ್ತರಿಗೆ ಅನ್ನಸಂತರ್ಪಣೆ ಏರ್ಪಡಿಸಲಾಗಿತ್ತು. ಕರ್ನಾಟಕ, ಕೇರಳ, ಆಂಧ್ರ, ತಮಿಳುನಾಡು ರಾಜ್ಯಗಳಿಂದ ಭಕ್ತರು ಆಗಮಿಸಿದ್ದರು. ದೇವಾಲಯ ಸಮಿತಿ ಪದಾಧಿಕಾರಿಗಳು, ಗ್ರಾಮಸ್ಥರು, ಮುಖಂಡರು ಹಾಗೂ ಜನಪ್ರತಿನಿಧಿಗಳು ಹಾಜರಿದ್ದರು. ಪೊಲೀಸ್ ಇಲಾಖೆ ವತಿಯಿಂದ ಬಿಗಿ ಬಂದೋಬಸ್ತ್ ವ್ಯವಸ್ಥೆ ಮಾಡಲಾಗಿತ್ತು. ತಾಲೂಕು ಆಡಳಿತ ಹಾಗೂ ಮುಜರಾಯಿ ಇಲಾಖೆಯಿಂದ ಸೂಕ್ತ ವ್ಯವಸ್ಥೆ ಕಲ್ಪಿಸಲಾಗಿತ್ತು. ರಥೋತ್ಸವದ ಅಂಗವಾಗಿ ಜಾತ್ರಾ ಮಹೋತ್ಸವ ನಡೆಯುತ್ತಿದ್ದು ದನಗಳ ಜಾತ್ರೆಯಲ್ಲಿ ಸಾವಿರಾರು ರಾಸುಗಳು ಪಾಲ್ಗೊಂಡಿವೆ.: [180, 1316, 292, 1487]
paper-logo: [690, 6, 880, 36]
dharani-box-body: ಬಲವಂತ ಭೂಸ್ವಾಧೀನದಿಂದ ರೈತರ ಬದುಕು ಬೀದಿಗೆ ಬೀಳುತ್ತಿದೆ. ಕೃಷಿ ಭೂಮಿ ಉಳಿಸಿಕೊಳ್ಳಲು ಹೋರಾಟ ಅನಿವಾರ್ಯವಾಗಿದೆ. ಸರ್ಕಾರ ರೈತ ವಿರೋಧಿ ಧೋರಣೆಯನ್ನು ಕೈಬಿಡಬೇಕು ಎಂದು ಒತ್ತಾಯಿಸಲಾಗಿದೆ.: [615, 1288, 729, 1321]
dharani-body-right: ಕರ್ನಾಟಕ ಪ್ರಾಂತ ರೈತ ಸಂಘ, ಕೃಷಿ ಕೂಲಿಕಾರರ ಸಂಘ ಹಾಗೂ ವಿವಿಧ ಸಂಘಟನೆಗಳ ನೇತೃತ್ವದಲ್ಲಿ ಫೆ.10ರಂದು ವಿಧಾನಸೌಧ ಚಲೋ ಪ್ರತಿಭಟನೆ ನಡೆಸಲಾಗುವುದು ಎಂದು ಸಂಘದ ಜಿಲ್ಲಾ ಅಧ್ಯಕ್ಷರು ತಿಳಿಸಿದರು. ಸುದ್ದಿಗೋಷ್ಠಿಯಲ್ಲಿ ಮಾತನಾಡಿದ ಅವರು, ರಾಜ್ಯ ಸರ್ಕಾರ ಕೈಗಾರಿಕೆ ಹಾಗೂ ವಿವಿಧ ಯೋಜನೆಗಳ ಹೆಸರಿನಲ್ಲಿ ರೈತರ ಫಲವತ್ತಾದ ಕೃಷಿ ಭೂಮಿಯನ್ನು ಬಲವಂತವಾಗಿ ಸ್ವಾಧೀನಪಡಿಸಿಕೊಳ್ಳುತ್ತಿದೆ. ಇದರಿಂದ ಸಾವಿರಾರು ರೈತ ಕುಟುಂಬಗಳು ಬೀದಿಗೆ ಬೀಳುವಂತಾಗಿದೆ. ಭೂ ಸುಧಾರಣಾ ಕಾಯ್ದೆ ತಿದ್ದುಪಡಿ ವಾಪಸ್ ಪಡೆಯಬೇಕು. ಬಗರ್ ಹುಕುಂ ಸಾಗುವಳಿದಾರರಿಗೆ ಹಕ್ಕುಪತ್ರ ನೀಡಬೇಕು. ಕಬ್ಬು ಬೆಳೆಗಾರರಿಗೆ ವೈಜ್ಞಾನಿಕ ಬೆಲೆ ನಿಗದಿಪಡಿಸಬೇಕು ಎಂದು ಒತ್ತಾಯಿಸಿದರು. ಪ್ರತಿಭಟನೆಯಲ್ಲಿ ಜಿಲ್ಲೆಯ ಎಲ್ಲ ತಾಲೂಕುಗಳಿಂದ ಸಾವಿರಾರು ರೈತರು ಪಾಲ್ಗೊಳ್ಳಲಿದ್ದಾರೆ. ಗೋಷ್ಠಿಯಲ್ಲಿ ಸಂಘದ ಪದಾಧಿಕಾರಿಗಳು ಉಪಸ್ಥಿತರಿದ್ದರು. ಜಿಲ್ಲಾ ಕಾರ್ಯದರ್ಶಿ, ಖಜಾಂಚಿ ಹಾಗೂ ಮುಖಂಡರು ಹಾಜರಿದ್ದರು.: [836, 1200, 920, 1397]
kirusuddi-headline-2: ಮನ್ಮುಲ್ ನಿರ್ದೇಶಕ ಸ್ವಾಮಿಗೆ ಸನ್ಮಾನ: [30, 605, 184, 620]
cancer-body-cont: ಬದಲಾದ ಜೀವನ ಶೈಲಿ, ಆಹಾರ ಪದ್ಧತಿ ಹಾಗೂ ದೈಹಿಕ ಚಟುವಟಿಕೆ ಕ್ಷೀಣಿಸುತ್ತಿರುವ ಪರಿಣಾಮ ಕ್ಯಾನ್ಸರ್‌ನಂತಹ ಮಾರಕ ಕಾಯಿಲೆಗಳು ಹೆಚ್ಚುತ್ತಿವೆ ಎಂದು ತಾಲೂಕು ಆರೋಗ್ಯಾಧಿಕಾರಿ ಕಳವಳ ವ್ಯಕ್ತಪಡಿಸಿದರು. ವಿಶ್ವ ಕ್ಯಾನ್ಸರ್ ದಿನಾಚರಣೆ ಅಂಗವಾಗಿ ಏರ್ಪಡಿಸಿದ್ದ ಜಾಗೃತಿ ಕಾರ್ಯಕ್ರಮದಲ್ಲಿ ಮಾತನಾಡಿದ ಅವರು, ತಂಬಾಕು, ಮದ್ಯಪಾನ ಸೇವನೆಯಿಂದ ದೂರವಿರಬೇಕು. ನಿಯಮಿತ ವ್ಯಾಯಾಮ, ಯೋಗ, ಸಮತೋಲಿತ ಆಹಾರ ಸೇವನೆಯಿಂದ ರೋಗಗಳನ್ನು ತಡೆಯಬಹುದು. ಮಹಿಳೆಯರು ಸ್ತನ ಕ್ಯಾನ್ಸರ್, ಗರ್ಭಕಂಠ ಕ್ಯಾನ್ಸರ್ ಬಗ್ಗೆ ಎಚ್ಚರ ವಹಿಸಬೇಕು. ಪ್ರಾಥಮಿಕ ಹಂತದಲ್ಲೇ ಪತ್ತೆ ಹಚ್ಚಿದರೆ ಸಂಪೂರ್ಣ ಗುಣಪಡಿಸಲು ಸಾಧ್ಯ. ಸರ್ಕಾರಿ ಆಸ್ಪತ್ರೆಗಳಲ್ಲಿ ಉಚಿತ ತಪಾಸಣೆ ಸೌಲಭ್ಯವಿದೆ ಎಂದರು. ಕಾರ್ಯಕ್ರಮದಲ್ಲಿ ವೈದ್ಯರು, ಆಶಾ ಕಾರ್ಯಕರ್ತೆಯರು, ಅಂಗನವಾಡಿ ಕಾರ್ಯಕರ್ತೆಯರು ಹಾಗೂ ಸಾರ್ವಜನಿಕರು ಭಾಗವಹಿಸಿದ್ದರು.: [636, 1028, 920, 1087]
rathotsava-kicker: ವೆಂಕಟರಮಣ ಸ್ವಾಮಿಯ ಬ್ರಹ್ಮರಥೋತ್ಸವಕ್ಕೆ ಡಾ. ಅಶೋಕ ಚಾಲನೆ: [111, 1142, 385, 1157]
lead-body-left: ಮಂಡ್ಯ: ಕೇವಲ ಪಕ್ಷದ ಚಿಹ್ನೆಯಿಂದ ಚುನಾವಣೆ ಗೆಲ್ಲಲು ಸಾಧ್ಯವಿಲ್ಲ. ಅಭ್ಯರ್ಥಿಯ ವ್ಯಕ್ತಿತ್ವ ಹಾಗೂ ಜನಸೇವೆ ಮುಖ್ಯ ಎಂದು ಮನ್ಮುಲ್ ನಿರ್ದೇಶಕ ಎಸ್.ಪಿ.ಸ್ವಾಮಿ ತಿಳಿಸಿದರು. ಸುದ್ದಿಗೋಷ್ಠಿಯಲ್ಲಿ ಮಾತನಾಡಿದ ಅವರು, ಕಳೆದ ಚುನಾವಣೆಯಲ್ಲಿ ಮತದಾರರು ನನ್ನನ್ನು ಕೈಬಿಟ್ಟಿಲ್ಲ. ನಾನು ಪಕ್ಷದ ನಿಷ್ಠಾವಂತ ಕಾರ್ಯಕರ್ತನಾಗಿ ಕೆಲಸ ಮಾಡುತ್ತಿದ್ದೇನೆ. ಬಿಜೆಪಿ ಹಾಗೂ ಜೆಡಿಎಸ್ ಮೈತ್ರಿ ಧರ್ಮ ಪಾಲನೆ ಮಾಡಿದ್ದೇನೆ. ಮುಂದಿನ ದಿನಗಳಲ್ಲಿಯೂ ಪಕ್ಷದ ಸಂಘಟನೆಗೆ ಶ್ರಮಿಸುತ್ತೇನೆ. ಯಾವುದೇ ಕಾರಣಕ್ಕೂ ಪಕ್ಷ ತೊರೆಯುವ ಪ್ರಶ್ನೆಯೇ ಇಲ್ಲ. ಕೆಲವರು ಸುಳ್ಳು ಸುದ್ದಿ ಹಬ್ಬಿಸುತ್ತಿದ್ದಾರೆ. ಭಾರತೀಯ ಜನತಾ ಪಾರ್ಟಿಗೆ ಪಾದಾರ್ಪಣೆ ಮಾಡಿದಾಗಿನಿಂದಲೂ ನಾನು ಪಕ್ಷಕ್ಕೆ ನಿಷ್ಠೆ ಹೊಂದಿದ್ದೇನೆ. ಕಾರ್ಯಕರ್ತರ ವಿಶ್ವಾಸ ಉಳಿಸಿಕೊಂಡು ಜಿಲ್ಲೆಯಲ್ಲಿ ಪಕ್ಷವನ್ನು ಬಲಪಡಿಸುವ ಕೆಲಸ ಮಾಡುತ್ತೇನೆ. ಗ್ರಾಮೀಣ ಭಾಗದಲ್ಲಿ ಹಾಲು ಉತ್ಪಾದಕರ ಸಮಸ್ಯೆಗಳನ್ನು ಬಗೆಹರಿಸಲು ಆದ್ಯತೆ ನೀಡುತ್ತೇನೆ. ಒಕ್ಕೂಟದ ಅಭಿವೃದ್ಧಿಗೆ ಎಲ್ಲರ ಸಹಕಾರ ಅಗತ್ಯ ಎಂದರು. ಯಾವುದೇ ಆಮಿಷಗಳಿಗೆ ಬಲಿಯಾಗಿಲ್ಲ, ಕ್ಷೇತ್ರದ ಜನರ ಆಶೀರ್ವಾದದಿಂದ ಗೆದ್ದಿದ್ದೇನೆ. ಹಾಲು ಒಕ್ಕೂಟದ ನಿರ್ದೇಶಕನಾಗಿ ಎಲ್ಲ ರೈತರ ಹಿತ ಕಾಯುತ್ತೇನೆ.: [207, 366, 357, 494]
hand-icon: [30, 66, 70, 104]
temp-min: 16°: [572, 20, 605, 44]
kirusuddi-body-3: ಮಂಡ್ಯ: ಆಕಸ್ಮಿಕವಾಗಿ ಹುಲ್ಲಿನ ಮೆದೆಗೆ ಬೆಂಕಿ ಬಿದ್ದ ಪರಿಣಾಮ ಲಕ್ಷಾಂತರ ರೂ. ಮೌಲ್ಯದ ಭತ್ತ ಹಾಗೂ ಹುಲ್ಲು ಭಸ್ಮವಾಗಿರುವ ಘಟನೆ ತಾಲೂಕಿನ ಗ್ರಾಮದಲ್ಲಿ ನಡೆದಿದೆ. ರೈತರು ಕಟಾವು ಮಾಡಿ ಸಂಗ್ರಹಿಸಿಟ್ಟಿದ್ದ ಭತ್ತದ ರಾಶಿ ಹಾಗೂ ಹುಲ್ಲಿನ ಮೆದೆಗೆ ಬೆಂಕಿ ಬಿದ್ದು ಸಂಪೂರ್ಣ ಸುಟ್ಟು ಹೋಗಿದೆ. ಸ್ಥಳೀಯರು ಬೆಂಕಿ ನಂದಿಸಲು ಪ್ರಯತ್ನಿಸಿದರೂ ಸಾಧ್ಯವಾಗಲಿಲ್ಲ. ಸುದ್ದಿ ತಿಳಿದು ಸ್ಥಳಕ್ಕೆ ಆಗಮಿಸಿದ ಅಗ್ನಿಶಾಮಕ ದಳದ ಸಿಬ್ಬಂದಿ ಬೆಂಕಿ ನಂದಿಸಿದರು. ಸ್ಥಳಕ್ಕೆ ಗ್ರಾಮ ಆಡಳಿತಾಧಿಕಾರಿ ಭೇಟಿ ನೀಡಿ ಪರಿಶೀಲನೆ ನಡೆಸಿದ್ದು, ಸರ್ಕಾರದಿಂದ ಸೂಕ್ತ ಪರಿಹಾರ ನೀಡುವಂತೆ ರೈತರು ಒತ್ತಾಯಿಸಿದ್ದಾರೆ.: [28, 952, 186, 1020]
rathotsava-body-left: ಕೆ.ಆರ್.ಪೇಟೆ: ತಾಲೂಕಿನ ಸುಪ್ರಸಿದ್ಧ ಧಾರ್ಮಿಕ ಕ್ಷೇತ್ರವಾದ ಶ್ರೀ ವೆಂಕಟರಮಣ ಸ್ವಾಮಿಯ ಬ್ರಹ್ಮರಥೋತ್ಸವ ಅದ್ಧೂರಿಯಾಗಿ ನೆರವೇರಿತು. ರಥೋತ್ಸವಕ್ಕೆ ಚಾಲನೆ ನೀಡಿ ಮಾತನಾಡಿದ ಡಾ. ಅಶೋಕ, ರಥೋತ್ಸವಗಳು ನಮ್ಮ ಸಂಸ್ಕೃತಿಯ ಪ್ರತಿಬಿಂಬ. ಗ್ರಾಮೀಣ ಜನರ ಧಾರ್ಮಿಕ ನಂಬಿಕೆ, ಏಕತೆಯ ಸಂಕೇತ. ಹಿರಿಯರು ಹಾಕಿಕೊಟ್ಟ ಸಂಪ್ರದಾಯಗಳನ್ನು ಮುಂದುವರಿಸಿಕೊಂಡು ಹೋಗಬೇಕು ಎಂದರು. ರಥೋತ್ಸವದಲ್ಲಿ ಸಾವಿರಾರು ಭಕ್ತರು ಪಾಲ್ಗೊಂಡು ಹಣ್ಣು ಜವನ ಎಸೆದು ಭಕ್ತಿ ಸಮರ್ಪಿಸಿದರು. ದೇವಾಲಯದ ಆವರಣದಲ್ಲಿ ವಿಶೇಷ ಪೂಜೆ, ಹೋಮ ಹವನಗಳು ನಡೆದವು. ಭಕ್ತರಿಗೆ ಅನ್ನಸಂತರ್ಪಣೆ ಏರ್ಪಡಿಸಲಾಗಿತ್ತು. ಕರ್ನಾಟಕ, ಕೇರಳ, ಆಂಧ್ರ, ತಮಿಳುನಾಡು ರಾಜ್ಯಗಳಿಂದ ಭಕ್ತರು ಆಗಮಿಸಿದ್ದರು. ದೇವಾಲಯ ಸಮಿತಿ ಪದಾಧಿಕಾರಿಗಳು, ಗ್ರಾಮಸ್ಥರು, ಮುಖಂಡರು ಹಾಗೂ ಜನಪ್ರತಿನಿಧಿಗಳು ಹಾಜರಿದ್ದರು. ಪೊಲೀಸ್ ಇಲಾಖೆ ವತಿಯಿಂದ ಬಿಗಿ ಬಂದೋಬಸ್ತ್ ವ್ಯವಸ್ಥೆ ಮಾಡಲಾಗಿತ್ತು. ತಾಲೂಕು ಆಡಳಿತ ಹಾಗೂ ಮುಜರಾಯಿ ಇಲಾಖೆಯಿಂದ ಸೂಕ್ತ ವ್ಯವಸ್ಥೆ ಕಲ್ಪಿಸಲಾಗಿತ್ತು. ರಥೋತ್ಸವದ ಅಂಗವಾಗಿ ಜಾತ್ರಾ ಮಹೋತ್ಸವ ನಡೆಯುತ್ತಿದ್ದು ದನಗಳ ಜಾತ್ರೆಯಲ್ಲಿ ಸಾವಿರಾರು ರಾಸುಗಳು ಪಾಲ್ಗೊಂಡಿವೆ.: [28, 1200, 176, 1328]
registration-marks-right: [846, 1407, 883, 1414]
rule-row2: [205, 686, 920, 687]
masthead-orange-bar: [60, 5, 245, 8]
